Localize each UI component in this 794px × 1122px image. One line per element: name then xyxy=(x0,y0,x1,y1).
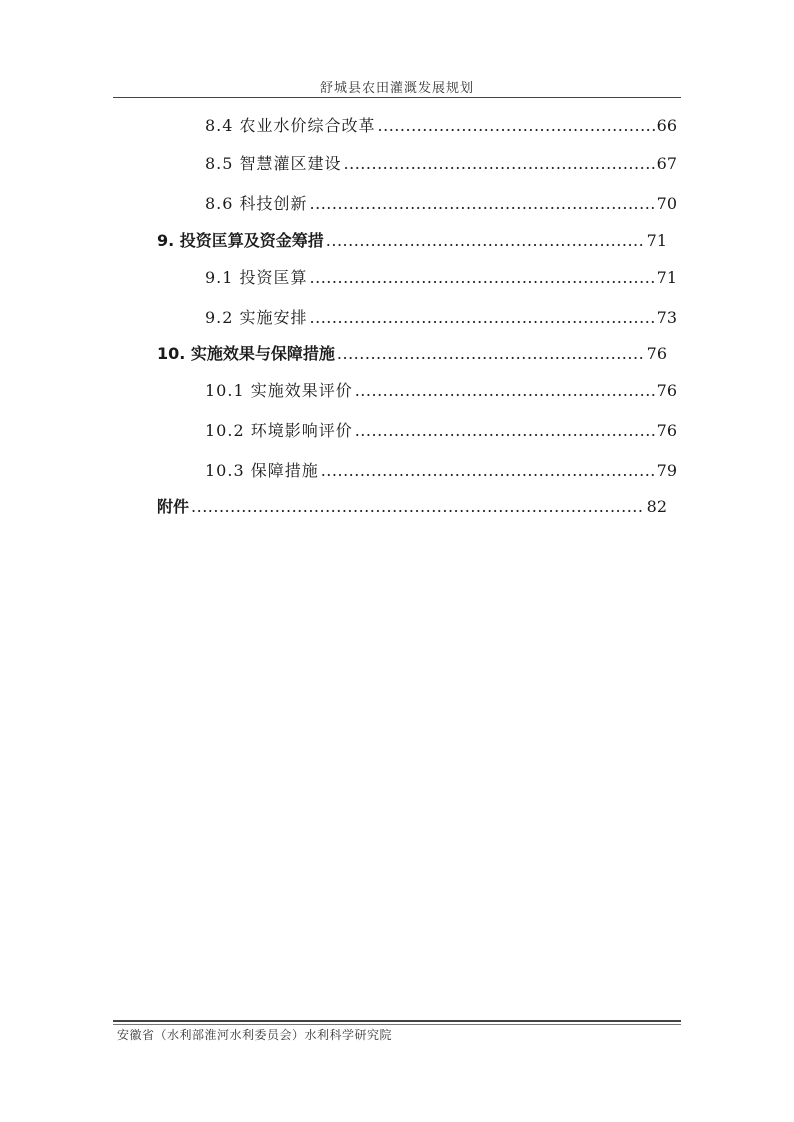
toc-entry-8-6[interactable] xyxy=(205,193,677,215)
toc-entry-10-2[interactable] xyxy=(205,420,677,442)
toc-entry-label: 10. 实施效果与保障措施 xyxy=(157,344,335,363)
toc-page-number: 76 xyxy=(656,421,677,440)
toc-entry-10-1[interactable] xyxy=(205,380,677,402)
footer-rule-thin xyxy=(113,1024,681,1025)
footer-rule xyxy=(113,1020,681,1022)
page-header-title: 舒城县农田灌溉发展规划 xyxy=(319,81,474,96)
toc-entry-label: 9. 投资匡算及资金筹措 xyxy=(157,231,324,250)
toc-entry-8-4[interactable] xyxy=(205,115,677,137)
toc-dot-leader xyxy=(310,193,655,215)
toc-page-number: 82 xyxy=(646,497,667,516)
toc-page-number: 71 xyxy=(656,268,677,287)
toc-entry-label: 9.2 实施安排 xyxy=(205,308,308,327)
toc-entry-label: 8.4 农业水价综合改革 xyxy=(205,116,376,135)
toc-dot-leader xyxy=(378,115,655,137)
toc-entry-appendix[interactable] xyxy=(157,496,667,518)
toc-dot-leader xyxy=(310,307,655,329)
toc-page-number: 73 xyxy=(656,308,677,327)
toc-page-number: 70 xyxy=(656,194,677,213)
toc-dot-leader xyxy=(344,153,655,175)
toc-entry-label: 9.1 投资匡算 xyxy=(205,268,308,287)
toc-dot-leader xyxy=(337,343,645,365)
toc-page-number: 76 xyxy=(656,381,677,400)
toc-entry-label: 10.1 实施效果评价 xyxy=(205,381,353,400)
toc-entry-8-5[interactable] xyxy=(205,153,677,175)
toc-entry-9-2[interactable] xyxy=(205,307,677,329)
toc-page-number: 66 xyxy=(656,116,677,135)
toc-page-number: 67 xyxy=(656,154,677,173)
toc-entry-label: 附件 xyxy=(157,497,190,516)
toc-dot-leader xyxy=(355,380,655,402)
page-footer-institution: 安徽省（水利部淮河水利委员会）水利科学研究院 xyxy=(117,1028,393,1042)
toc-dot-leader xyxy=(310,267,655,289)
toc-dot-leader xyxy=(321,460,655,482)
toc-entry-label: 10.3 保障措施 xyxy=(205,461,319,480)
toc-entry-label: 8.6 科技创新 xyxy=(205,194,308,213)
toc-dot-leader xyxy=(191,496,645,518)
header-rule xyxy=(113,97,681,98)
toc-entry-9[interactable] xyxy=(157,230,667,252)
toc-dot-leader xyxy=(326,230,645,252)
toc-page-number: 79 xyxy=(656,461,677,480)
toc-page-number: 71 xyxy=(646,231,667,250)
toc-dot-leader xyxy=(355,420,655,442)
toc-page-number: 76 xyxy=(646,344,667,363)
toc-entry-10[interactable] xyxy=(157,343,667,365)
toc-entry-10-3[interactable] xyxy=(205,460,677,482)
toc-entry-label: 10.2 环境影响评价 xyxy=(205,421,353,440)
toc-entry-label: 8.5 智慧灌区建设 xyxy=(205,154,342,173)
toc-entry-9-1[interactable] xyxy=(205,267,677,289)
